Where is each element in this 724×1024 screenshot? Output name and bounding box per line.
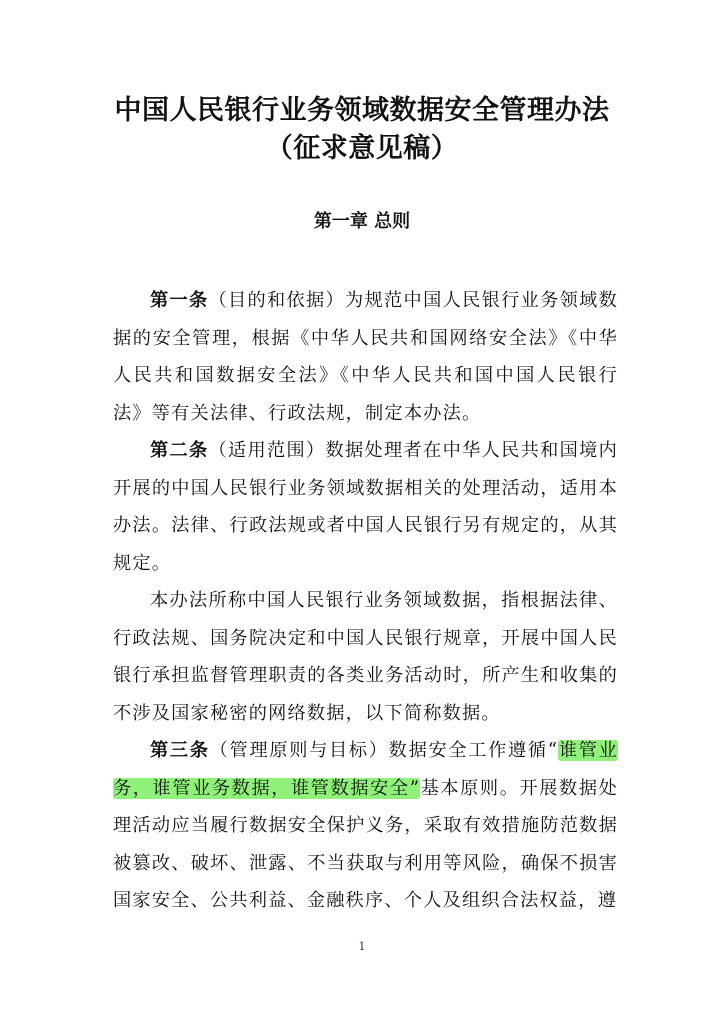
document-title: 中国人民银行业务领域数据安全管理办法 <box>114 95 610 126</box>
article-1 <box>113 282 618 432</box>
chapter-heading: 第一章 总则 <box>313 211 411 232</box>
document-body <box>113 282 618 920</box>
document-subtitle: （征求意见稿） <box>265 133 459 164</box>
article-number: 第一条 <box>150 290 209 311</box>
page-number: 1 <box>358 940 366 953</box>
article-text-after: 基本原则。开展数据处理活动应当履行数据安全保护义务，采取有效措施防范数据被篡改、破坏、泄露、不当获取与利用等风险，确保不损害国家安全、公共利益、金融秩序、个人及组织合法权益，遵 <box>113 777 618 911</box>
article-number: 第三条 <box>150 740 210 761</box>
article-number: 第二条 <box>150 440 209 461</box>
highlighted-text: 谁管业务，谁管业务数据，谁管数据安全” <box>113 740 618 799</box>
article-3 <box>113 732 618 920</box>
article-2 <box>113 432 618 582</box>
article-text: （适用范围）数据处理者在中华人民共和国境内开展的中国人民银行业务领域数据相关的处理活动，适用本办法。法律、行政法规或者中国人民银行另有规定的，从其规定。 <box>113 440 618 574</box>
article-text-before: （管理原则与目标）数据安全工作遵循“ <box>209 740 559 761</box>
paragraph-text: 本办法所称中国人民银行业务领域数据，指根据法律、行政法规、国务院决定和中国人民银行规章，开展中国人民银行承担监督管理职责的各类业务活动时，所产生和收集的不涉及国家秘密的网络数据，以下简称数据。 <box>113 590 618 724</box>
article-text: （目的和依据）为规范中国人民银行业务领域数据的安全管理，根据《中华人民共和国网络安全法》《中华人民共和国数据安全法》《中华人民共和国中国人民银行法》等有关法律、行政法规，制定本办法。 <box>113 290 618 424</box>
article-2-definition <box>113 582 618 732</box>
